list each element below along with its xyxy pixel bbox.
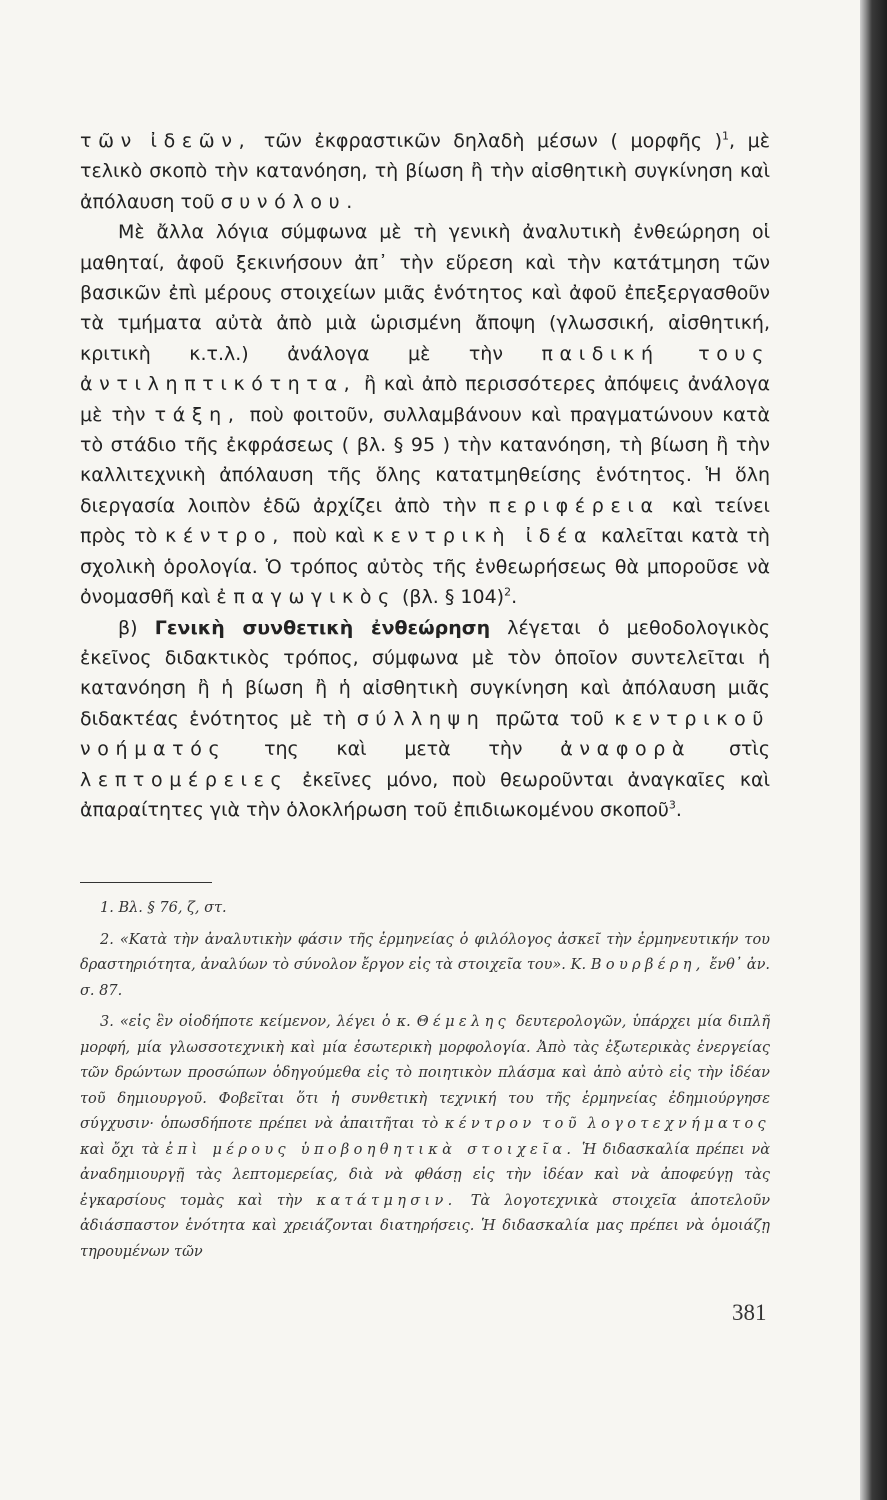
text-run: .	[675, 798, 682, 821]
text-run: καὶ ὄχι τὰ	[80, 1141, 160, 1158]
text-run: λέγεται ὁ μεθοδολογικὸς ἐκεῖνος διδακτικὸς τρόπος, σύμφωνα μὲ τὸν ὁποῖον συντελεῖται ἡ κατανόηση ἢ ἡ βίωση ἢ ἡ αἰσθητικὴ συγκίνηση καὶ ἀπόλαυση μιᾶς διδακτέας ἑνότητος μὲ τὴ	[80, 616, 771, 730]
footnote-divider	[80, 882, 212, 883]
spaced-word: τους	[698, 342, 770, 365]
spaced-word: ἀντιληπτικότητα,	[80, 373, 357, 396]
footnote-3	[80, 1010, 770, 1265]
spaced-word: λεπτομέρειες	[80, 768, 289, 791]
text-run: πρῶτα τοῦ	[495, 707, 604, 730]
paragraph-2	[80, 217, 770, 612]
page-edge-shadow	[860, 0, 887, 1500]
text-run: ἢ καὶ ἀπὸ περισσότερες ἀπόψεις ἀνάλογα μὲ τὴν	[80, 373, 770, 426]
footnote-ref-3: 3	[668, 798, 676, 812]
spaced-word: κέντρο,	[165, 525, 285, 548]
text-run: Μὲ ἄλλα λόγια σύμφωνα μὲ τὴ γενικὴ ἀναλυτικὴ ἐνθεώρηση οἱ μαθηταί, ἀφοῦ ξεκινήσουν ἀπ᾿ τὴν εὕρεση καὶ τὴν κατάτμηση τῶν βασικῶν ἐπὶ μέρους στοιχείων μιᾶς ἑνότητος καὶ ἀφοῦ ἐπεξεργασθοῦν τὰ τμήματα αὐτὰ ἀπὸ μιὰ ὡρισμένη ἄποψη (γλωσσική, αἰσθητική, κριτικὴ κ.τ.λ.) ἀνάλογα μὲ τὴν	[80, 221, 770, 365]
text-run: 1. Βλ. § 76, ζ, στ.	[100, 900, 227, 916]
footnote-ref-2: 2	[504, 585, 512, 599]
text-run: .	[511, 586, 518, 609]
spaced-word: κέντρον	[444, 1116, 536, 1132]
footnote-ref-1: 1	[722, 129, 729, 143]
text-run: 3. «εἰς ἓν οἱοδήποτε κείμενον, λέγει ὁ κ.	[100, 1014, 411, 1030]
text-run: β)	[118, 616, 138, 639]
spaced-word: Θέμελης	[416, 1014, 511, 1030]
spaced-word: κεντρικοῦ νοήματός	[80, 707, 770, 761]
spaced-word: Βουρβέρη,	[590, 957, 705, 973]
spaced-word: κεντρικὴ ἰδέα	[372, 525, 594, 548]
text-run: τῶν ἐκφραστικῶν δηλαδὴ μέσων ( μορφῆς )	[263, 130, 722, 152]
page-number: 381	[732, 1300, 767, 1325]
text-run: 2. «Κατὰ τὴν ἀναλυτικὴν φάσιν τῆς ἑρμηνείας ὁ φιλόλογος ἀσκεῖ τὴν ἑρμηνευτικήν του δραστηριότητα, ἀναλύων τὸ σύνολον ἔργον εἰς τὰ στοιχεῖα του».	[80, 931, 770, 973]
bold-heading: Γενικὴ συνθετικὴ ἐνθεώρηση	[154, 616, 491, 639]
text-run: στὶς	[728, 738, 771, 761]
text-run: ἐκεῖνες μόνο, ποὺ θεωροῦνται ἀναγκαῖες καὶ ἀπαραίτητες γιὰ τὴν ὁλοκλήρωση τοῦ ἐπιδιωκομένου σκοποῦ	[80, 768, 770, 821]
spaced-word: σύλληψη	[356, 707, 486, 730]
main-text	[80, 126, 770, 825]
text-run: Κ.	[570, 957, 587, 973]
spaced-word: παιδική	[541, 342, 660, 365]
paragraph-1	[80, 126, 770, 217]
spaced-word: ἐπὶ μέρους ὑποβοηθητικὰ στοιχεῖα.	[165, 1141, 576, 1158]
spaced-word: ἰδεῶν,	[150, 130, 252, 152]
spaced-word: τάξη,	[154, 403, 241, 426]
text-run: καλεῖται κατὰ τὴ σχολικὴ ὁρολογία. Ὁ τρόπος αὐτὸς τῆς ἐνθεωρήσεως θὰ μποροῦσε νὰ ὀνομασθῆ καὶ	[80, 525, 770, 609]
spaced-word: ἀναφορὰ	[560, 738, 692, 761]
text-run: (βλ. § 104)	[402, 586, 505, 609]
footnote-2	[80, 928, 770, 1005]
text-run: ποὺ καὶ	[292, 525, 365, 548]
text-run: καὶ τείνει πρὸς τὸ	[80, 494, 770, 548]
text-run: Τὰ λογοτεχνικὰ στοιχεῖα ἀποτελοῦν ἀδιάσπαστον ἑνότητα καὶ χρειάζονται διατηρήσεις. Ἡ διδασκαλία μας πρέπει νὰ ὁμοιάζῃ τηρουμένων τῶν	[80, 1192, 771, 1260]
spaced-word: συνόλου.	[220, 190, 359, 213]
text-run: Ἡ διδασκαλία πρέπει νὰ ἀναδημιουργῇ τὰς λεπτομερείας, διὰ νὰ φθάσῃ εἰς τὴν ἰδέαν καὶ νὰ ἀποφεύγῃ τὰς ἐγκαρσίους τομὰς καὶ τὴν	[80, 1141, 770, 1209]
text-run: ἔνθ᾿ ἀν. σ. 87.	[80, 957, 771, 999]
text-run: της καὶ μετὰ τὴν	[264, 738, 523, 761]
footnote-1	[80, 896, 770, 922]
spaced-word: κατάτμησιν.	[316, 1192, 457, 1209]
spaced-word: τῶν	[80, 130, 138, 152]
spaced-word: τοῦ	[542, 1116, 581, 1132]
text-run: ποὺ φοιτοῦν, συλλαμβάνουν καὶ πραγματώνουν κατὰ τὸ στάδιο τῆς ἐκφράσεως ( βλ. § 95 ) τὴν κατανόηση, τὴ βίωση ἢ τὴν καλλιτεχνικὴ ἀπόλαυση τῆς ὅλης κατατμηθείσης ἑνότητος. Ἡ ὅλη διεργασία λοιπὸν ἐδῶ ἀρχίζει ἀπὸ τὴν	[80, 403, 770, 517]
text-run: , μὲ τελικὸ σκοπὸ τὴν κατανόηση, τὴ βίωση ἢ τὴν αἰσθητικὴ συγκίνηση καὶ ἀπόλαυση τοῦ	[80, 130, 770, 213]
spaced-word: λογοτεχνήματος	[587, 1116, 771, 1132]
paragraph-3	[80, 613, 770, 826]
spaced-word: περιφέρεια	[488, 494, 660, 517]
footnotes	[80, 896, 770, 1271]
text-run: δευτερολογῶν, ὑπάρχει μία διπλῆ μορφή, μία γλωσσοτεχνικὴ καὶ μία ἐσωτερικὴ μορφολογία. Ἀπὸ τὰς ἐξωτερικὰς ἐνεργείας τῶν δρώντων προσώπων ὁδηγούμεθα εἰς τὸ ποιητικὸν πλάσμα καὶ ἀπὸ αὐτὸ εἰς τὴν ἰδέαν τοῦ δημιουργοῦ. Φοβεῖται ὅτι ἡ συνθετικὴ τεχνική του τῆς ἑρμηνείας ἐδημιούργησε σύγχυσιν· ὁπωσδήποτε πρέπει νὰ ἀπαιτῆται τὸ	[80, 1014, 771, 1132]
spaced-word: ἐπαγωγικὸς	[216, 586, 396, 609]
